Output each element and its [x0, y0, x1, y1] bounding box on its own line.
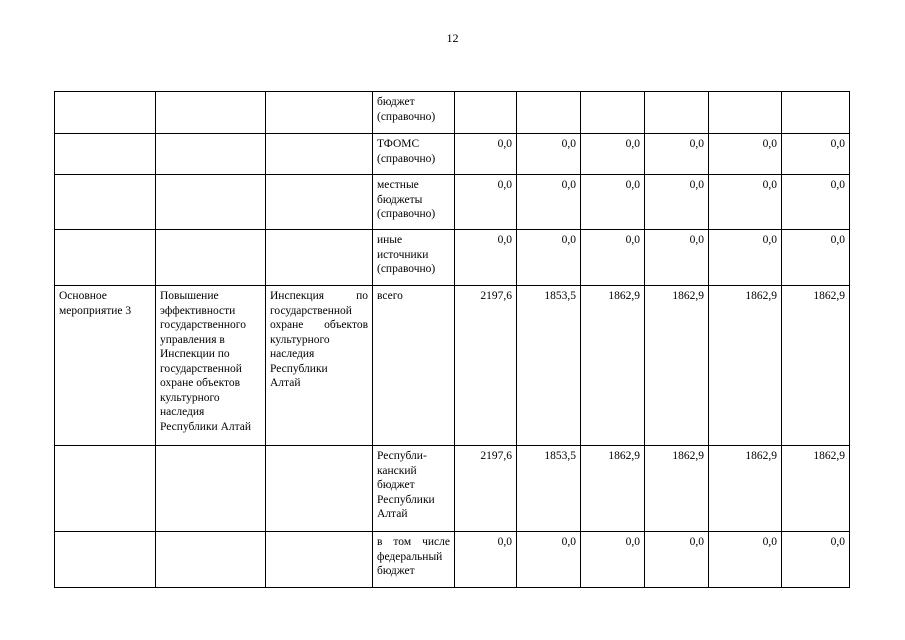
executor-word: Алтай: [270, 377, 301, 389]
cell-value: 1862,9: [581, 446, 645, 532]
executor-line: [270, 347, 368, 362]
cell-value: 0,0: [581, 532, 645, 588]
cell-value: 2197,6: [455, 446, 517, 532]
cell-value: 0,0: [645, 134, 709, 175]
cell-value: 0,0: [455, 230, 517, 286]
cell-funding-source: [373, 446, 455, 532]
description-line: Повышение: [160, 290, 219, 302]
table-row: [55, 92, 850, 134]
cell-value: 0,0: [782, 532, 850, 588]
cell-value: [645, 92, 709, 134]
description-line: государственной: [160, 362, 242, 375]
cell-value: 1862,9: [645, 286, 709, 446]
cell-funding-source: [373, 134, 455, 175]
cell-value: 0,0: [709, 134, 782, 175]
executor-line: [270, 376, 368, 391]
activity-line: Основное: [59, 290, 107, 302]
cell-value: 1862,9: [782, 286, 850, 446]
source-line: [377, 535, 450, 550]
executor-line: [270, 362, 368, 377]
cell-value: 0,0: [517, 230, 581, 286]
cell-value: 0,0: [782, 175, 850, 230]
cell-executor: [266, 92, 373, 134]
source-line: (справочно): [377, 110, 436, 123]
source-line: местные: [377, 179, 419, 191]
budget-table: [54, 91, 850, 588]
cell-value: 0,0: [581, 230, 645, 286]
cell-value: 0,0: [645, 175, 709, 230]
table-row: [55, 230, 850, 286]
page-number: 12: [446, 31, 459, 45]
source-line: (справочно): [377, 263, 436, 275]
executor-word: Республики: [270, 362, 328, 375]
source-line: (справочно): [377, 152, 436, 165]
description-line: охране объектов: [160, 377, 241, 389]
description-line: Инспекции по: [160, 348, 230, 360]
description-line: наследия: [160, 406, 205, 418]
source-line: бюджеты: [377, 193, 423, 206]
cell-value: 0,0: [581, 175, 645, 230]
cell-description: [156, 532, 266, 588]
cell-value: 0,0: [517, 532, 581, 588]
executor-line: [270, 318, 368, 333]
cell-value: 0,0: [455, 134, 517, 175]
source-word: числе: [422, 536, 450, 548]
cell-funding-source: [373, 286, 455, 446]
cell-value: 0,0: [455, 175, 517, 230]
executor-line: [270, 304, 368, 319]
cell-funding-source: [373, 230, 455, 286]
description-line: культурного: [160, 391, 220, 404]
executor-word: по: [356, 290, 368, 302]
cell-value: 0,0: [517, 175, 581, 230]
executor-word: наследия: [270, 348, 315, 360]
cell-executor: [266, 446, 373, 532]
activity-line: мероприятие 3: [59, 304, 132, 317]
source-line: [377, 564, 450, 579]
cell-description: [156, 230, 266, 286]
description-line: государственного: [160, 319, 246, 331]
executor-line: [270, 333, 368, 348]
source-line: иные: [377, 234, 403, 246]
cell-value: 1853,5: [517, 446, 581, 532]
cell-activity: [55, 175, 156, 230]
source-word: в: [377, 536, 383, 548]
description-line: Республики Алтай: [160, 420, 252, 433]
cell-value: 2197,6: [455, 286, 517, 446]
source-line: (справочно): [377, 208, 436, 220]
cell-executor: [266, 532, 373, 588]
cell-value: 0,0: [645, 230, 709, 286]
cell-value: 0,0: [782, 134, 850, 175]
cell-activity: [55, 230, 156, 286]
cell-executor: [266, 175, 373, 230]
source-line: источники: [377, 248, 429, 261]
cell-value: [455, 92, 517, 134]
cell-executor: [266, 286, 373, 446]
executor-word: Инспекция: [270, 290, 325, 302]
source-word: том: [393, 536, 412, 548]
source-line: [377, 550, 450, 565]
cell-value: 1853,5: [517, 286, 581, 446]
source-word: федеральный: [377, 550, 443, 563]
source-line: бюджет: [377, 479, 415, 491]
cell-activity: [55, 92, 156, 134]
source-line: Республи-: [377, 450, 427, 462]
cell-activity: [55, 532, 156, 588]
cell-funding-source: [373, 175, 455, 230]
cell-value: 0,0: [709, 175, 782, 230]
cell-description: [156, 175, 266, 230]
cell-value: 0,0: [709, 230, 782, 286]
cell-value: [709, 92, 782, 134]
source-line: канский: [377, 464, 417, 477]
cell-value: 0,0: [455, 532, 517, 588]
cell-value: 0,0: [517, 134, 581, 175]
cell-value: 0,0: [645, 532, 709, 588]
cell-value: [517, 92, 581, 134]
cell-funding-source: [373, 92, 455, 134]
cell-activity: [55, 446, 156, 532]
table-row: [55, 134, 850, 175]
source-line: Алтай: [377, 508, 408, 520]
cell-executor: [266, 230, 373, 286]
cell-description: [156, 286, 266, 446]
source-line: бюджет: [377, 96, 415, 108]
source-word: бюджет: [377, 565, 415, 577]
cell-value: 1862,9: [645, 446, 709, 532]
cell-activity: [55, 134, 156, 175]
executor-word: государственной: [270, 304, 352, 317]
source-line: всего: [377, 290, 403, 302]
cell-funding-source: [373, 532, 455, 588]
cell-executor: [266, 134, 373, 175]
cell-value: [782, 92, 850, 134]
table-row: [55, 286, 850, 446]
cell-description: [156, 92, 266, 134]
table-row: [55, 446, 850, 532]
description-line: эффективности: [160, 304, 236, 317]
cell-value: [581, 92, 645, 134]
executor-word: охране: [270, 319, 304, 331]
source-line: Республики: [377, 493, 435, 506]
table-row: [55, 175, 850, 230]
executor-line: [270, 289, 368, 304]
cell-value: 0,0: [709, 532, 782, 588]
cell-value: 1862,9: [709, 286, 782, 446]
cell-activity: [55, 286, 156, 446]
cell-value: 0,0: [782, 230, 850, 286]
cell-value: 0,0: [581, 134, 645, 175]
source-line: ТФОМС: [377, 138, 420, 150]
table-row: [55, 532, 850, 588]
executor-word: культурного: [270, 333, 330, 346]
cell-description: [156, 446, 266, 532]
description-line: управления в: [160, 333, 225, 346]
cell-value: 1862,9: [709, 446, 782, 532]
cell-description: [156, 134, 266, 175]
cell-value: 1862,9: [581, 286, 645, 446]
executor-word: объектов: [324, 319, 368, 331]
cell-value: 1862,9: [782, 446, 850, 532]
